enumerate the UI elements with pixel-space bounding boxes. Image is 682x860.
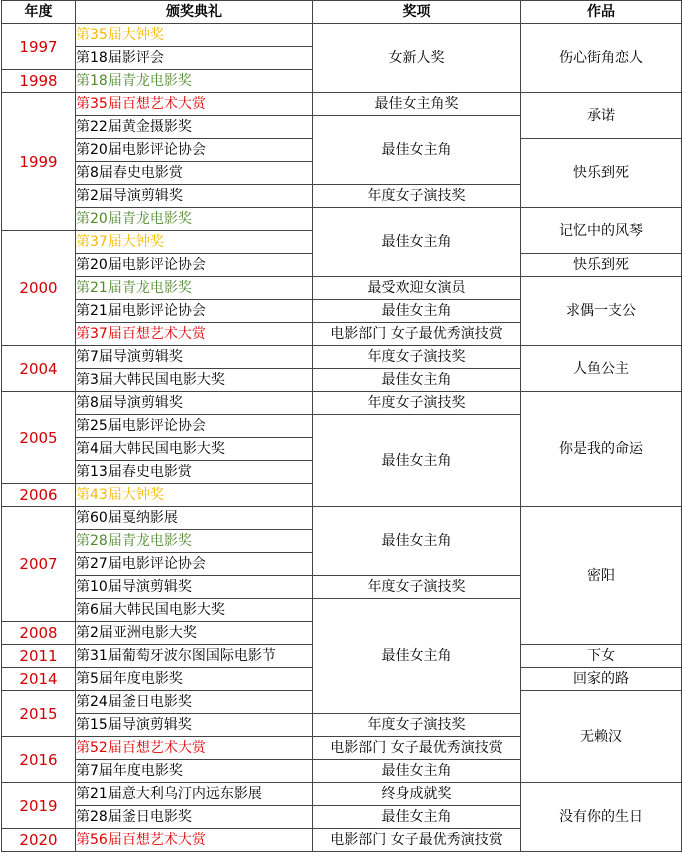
year-cell: 2000: [2, 231, 76, 346]
table-row: [2, 346, 682, 369]
award-cell: 电影部门 女子最优秀演技赏: [313, 323, 521, 346]
award-cell: 最佳女主角: [313, 369, 521, 392]
work-cell: 求偶一支公: [521, 277, 682, 346]
ceremony-cell: 第13届春史电影赏: [76, 461, 313, 484]
year-cell: 2016: [2, 737, 76, 783]
ceremony-cell: 第18届影评会: [76, 47, 313, 70]
year-cell: 2011: [2, 645, 76, 668]
ceremony-cell: 第22届黄金摄影奖: [76, 116, 313, 139]
year-cell: 1999: [2, 93, 76, 231]
ceremony-cell: 第31届葡萄牙波尔图国际电影节: [76, 645, 313, 668]
ceremony-cell: 第4届大韩民国电影大奖: [76, 438, 313, 461]
ceremony-cell: 第28届釜日电影奖: [76, 806, 313, 829]
work-cell: 密阳: [521, 507, 682, 645]
award-cell: 最佳女主角: [313, 760, 521, 783]
ceremony-cell: 第56届百想艺术大赏: [76, 829, 313, 852]
ceremony-cell: 第25届电影评论协会: [76, 415, 313, 438]
header-ceremony: 颁奖典礼: [76, 1, 313, 24]
ceremony-cell: 第21届青龙电影奖: [76, 277, 313, 300]
awards-body: [2, 24, 682, 852]
ceremony-cell: 第18届青龙电影奖: [76, 70, 313, 93]
award-cell: 电影部门 女子最优秀演技赏: [313, 829, 521, 852]
table-row: [2, 208, 682, 231]
award-cell: 最佳女主角: [313, 116, 521, 185]
ceremony-cell: 第3届大韩民国电影大奖: [76, 369, 313, 392]
award-cell: 年度女子演技奖: [313, 714, 521, 737]
work-cell: 伤心街角恋人: [521, 24, 682, 93]
year-cell: 2008: [2, 622, 76, 645]
ceremony-cell: 第2届亚洲电影大奖: [76, 622, 313, 645]
ceremony-cell: 第28届青龙电影奖: [76, 530, 313, 553]
ceremony-cell: 第60届戛纳影展: [76, 507, 313, 530]
award-cell: 最佳女主角: [313, 208, 521, 277]
ceremony-cell: 第8届春史电影赏: [76, 162, 313, 185]
ceremony-cell: 第21届电影评论协会: [76, 300, 313, 323]
table-row: [2, 392, 682, 415]
header-award: 奖项: [313, 1, 521, 24]
award-cell: 最受欢迎女演员: [313, 277, 521, 300]
work-cell: 下女: [521, 645, 682, 668]
ceremony-cell: 第20届青龙电影奖: [76, 208, 313, 231]
table-row: [2, 24, 682, 47]
table-row: [2, 93, 682, 116]
award-cell: 最佳女主角: [313, 300, 521, 323]
ceremony-cell: 第8届导演剪辑奖: [76, 392, 313, 415]
award-cell: 终身成就奖: [313, 783, 521, 806]
ceremony-cell: 第27届电影评论协会: [76, 553, 313, 576]
ceremony-cell: 第37届大钟奖: [76, 231, 313, 254]
award-cell: 最佳女主角奖: [313, 93, 521, 116]
table-row: [2, 783, 682, 806]
ceremony-cell: 第7届导演剪辑奖: [76, 346, 313, 369]
table-row: [2, 507, 682, 530]
ceremony-cell: 第7届年度电影奖: [76, 760, 313, 783]
work-cell: 回家的路: [521, 668, 682, 691]
year-cell: 2015: [2, 691, 76, 737]
work-cell: 快乐到死: [521, 139, 682, 208]
work-cell: 你是我的命运: [521, 392, 682, 507]
work-cell: 记忆中的风琴: [521, 208, 682, 254]
year-cell: 1998: [2, 70, 76, 93]
award-cell: 最佳女主角: [313, 415, 521, 507]
ceremony-cell: 第5届年度电影奖: [76, 668, 313, 691]
ceremony-cell: 第43届大钟奖: [76, 484, 313, 507]
award-cell: 年度女子演技奖: [313, 392, 521, 415]
work-cell: 快乐到死: [521, 254, 682, 277]
award-cell: 女新人奖: [313, 24, 521, 93]
year-cell: 2020: [2, 829, 76, 852]
year-cell: 2005: [2, 392, 76, 484]
ceremony-cell: 第20届电影评论协会: [76, 139, 313, 162]
award-cell: 年度女子演技奖: [313, 185, 521, 208]
ceremony-cell: 第6届大韩民国电影大奖: [76, 599, 313, 622]
ceremony-cell: 第15届导演剪辑奖: [76, 714, 313, 737]
work-cell: 没有你的生日: [521, 783, 682, 852]
ceremony-cell: 第37届百想艺术大赏: [76, 323, 313, 346]
year-cell: 2019: [2, 783, 76, 829]
award-cell: 最佳女主角: [313, 806, 521, 829]
award-cell: 电影部门 女子最优秀演技赏: [313, 737, 521, 760]
work-cell: 无赖汉: [521, 691, 682, 783]
header-work: 作品: [521, 1, 682, 24]
year-cell: 2004: [2, 346, 76, 392]
ceremony-cell: 第21届意大利乌汀内远东影展: [76, 783, 313, 806]
ceremony-cell: 第10届导演剪辑奖: [76, 576, 313, 599]
table-row: [2, 277, 682, 300]
ceremony-cell: 第20届电影评论协会: [76, 254, 313, 277]
year-cell: 2006: [2, 484, 76, 507]
award-cell: 年度女子演技奖: [313, 576, 521, 599]
award-cell: 最佳女主角: [313, 599, 521, 714]
ceremony-cell: 第2届导演剪辑奖: [76, 185, 313, 208]
header-year: 年度: [2, 1, 76, 24]
awards-table: [1, 0, 682, 852]
award-cell: 最佳女主角: [313, 507, 521, 576]
work-cell: 承诺: [521, 93, 682, 139]
year-cell: 1997: [2, 24, 76, 70]
award-cell: 年度女子演技奖: [313, 346, 521, 369]
ceremony-cell: 第35届大钟奖: [76, 24, 313, 47]
header-row: [2, 1, 682, 24]
work-cell: 人鱼公主: [521, 346, 682, 392]
ceremony-cell: 第24届釜日电影奖: [76, 691, 313, 714]
year-cell: 2014: [2, 668, 76, 691]
year-cell: 2007: [2, 507, 76, 622]
ceremony-cell: 第35届百想艺术大赏: [76, 93, 313, 116]
ceremony-cell: 第52届百想艺术大赏: [76, 737, 313, 760]
